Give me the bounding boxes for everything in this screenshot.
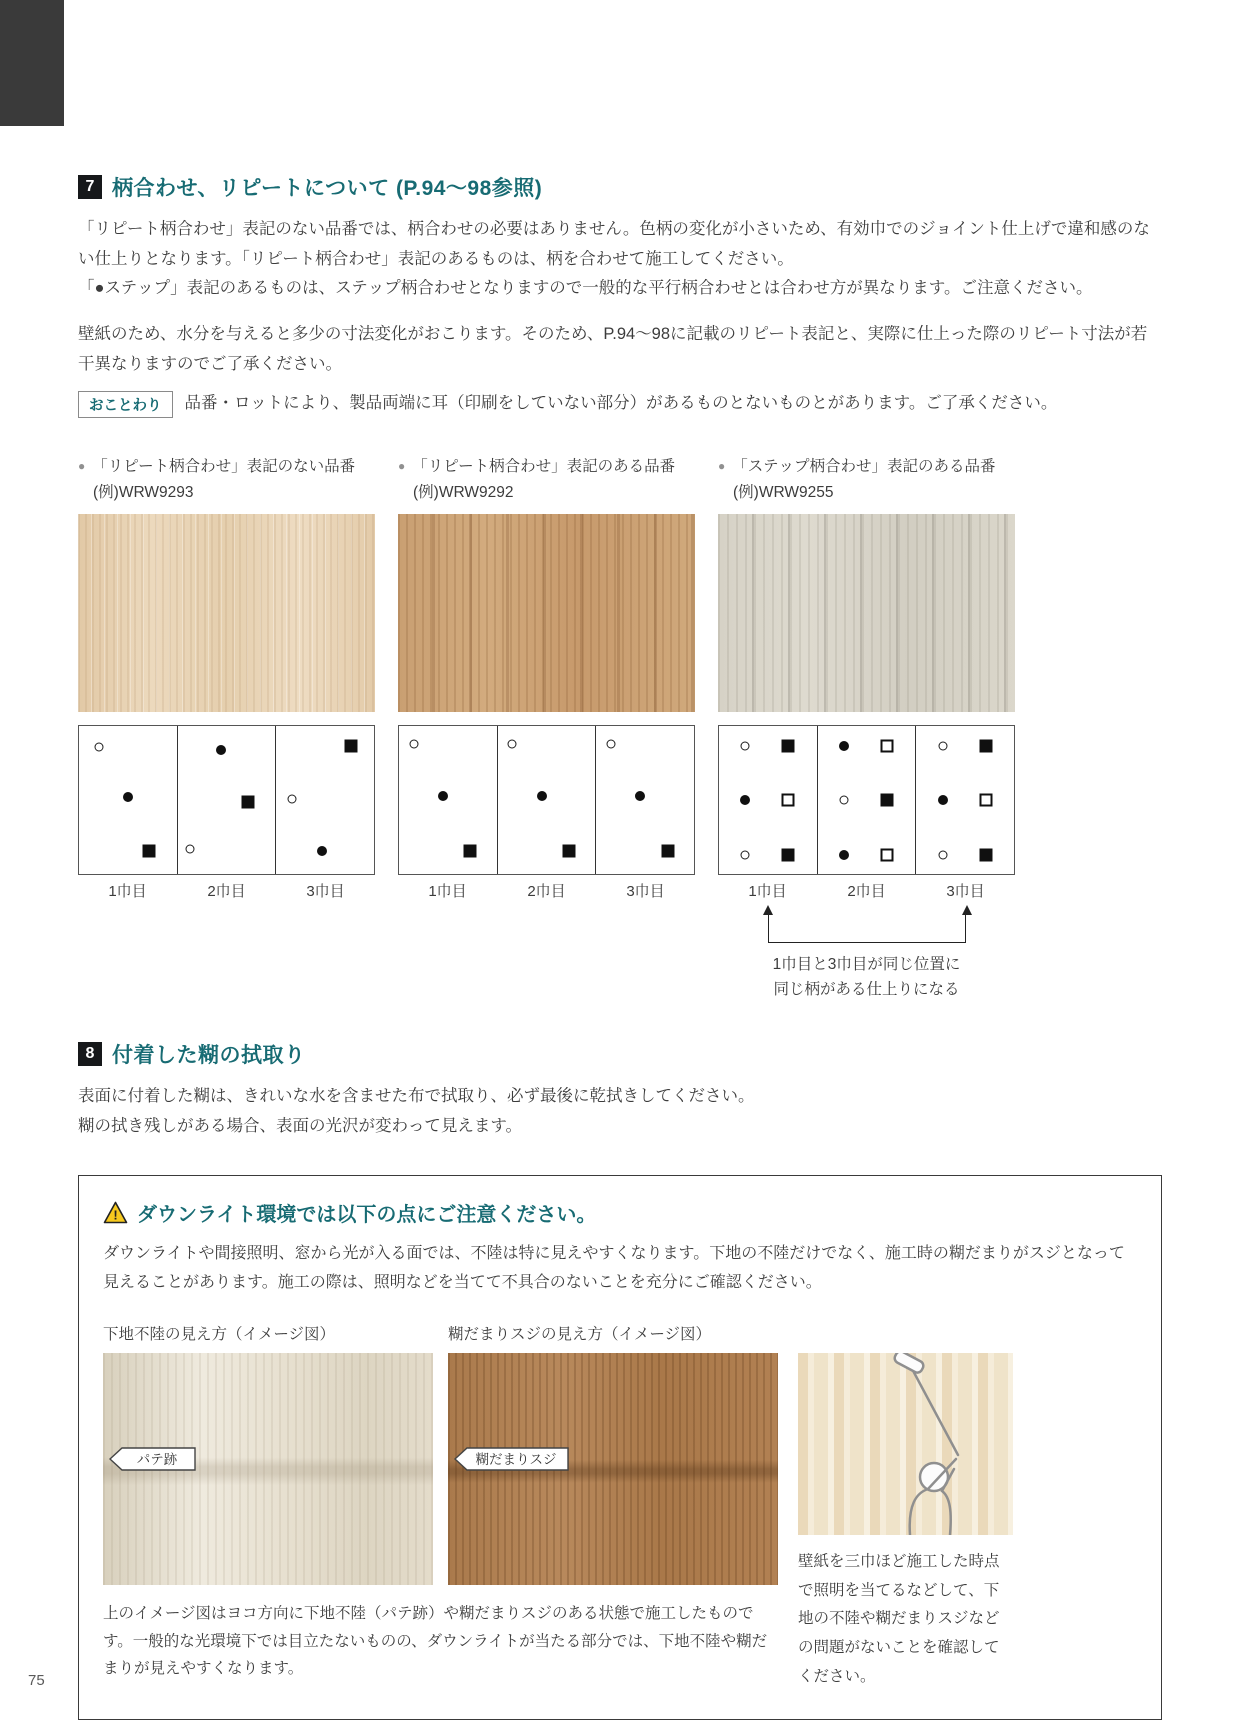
circle-filled-symbol [123, 792, 133, 802]
square-open-symbol [881, 849, 894, 862]
warning-right-column [798, 1322, 1013, 1691]
glue-streak-image [448, 1353, 778, 1585]
step-match-note-line: 1巾目と3巾目が同じ位置に [772, 956, 961, 974]
section8 [78, 1039, 1162, 1141]
width-label: 1巾目 [108, 883, 147, 901]
step-match-bracket [768, 915, 966, 943]
circle-filled-symbol [839, 741, 849, 751]
circle-open-symbol [938, 851, 947, 860]
column-example-code: (例)WRW9292 [413, 484, 514, 502]
section7-title: 柄合わせ、リピートについて (P.94～98参照) [112, 177, 543, 200]
wallpaper-sample-image [398, 514, 695, 712]
putty-mark-callout-label: パテ跡 [136, 1451, 178, 1467]
square-filled-symbol [562, 844, 575, 857]
circle-filled-symbol [635, 791, 645, 801]
warning-triangle-icon [103, 1201, 128, 1224]
column-label-row [718, 455, 1015, 478]
circle-open-symbol [508, 740, 517, 749]
circle-filled-symbol [740, 795, 750, 805]
section8-title: 付着した糊の拭取り [112, 1043, 306, 1067]
pattern-columns [78, 455, 1015, 1003]
svg-text:!: ! [113, 1207, 118, 1223]
square-filled-symbol [241, 795, 254, 808]
column-label-row [398, 455, 695, 478]
width-labels-row [398, 880, 695, 901]
bullet-icon: ● [78, 459, 86, 474]
square-filled-symbol [782, 849, 795, 862]
diagram-panel-2 [498, 726, 597, 874]
wallpaper-sample-image [78, 514, 375, 712]
square-open-symbol [979, 794, 992, 807]
width-label: 1巾目 [428, 883, 467, 901]
section8-line-2: 糊の拭き残しがある場合、表面の光沢が変わって見えます。 [78, 1116, 523, 1135]
bullet-icon: ● [398, 459, 406, 474]
glue-streak-callout-label: 糊だまりスジ [475, 1451, 557, 1467]
page-content [78, 172, 1162, 1720]
up-arrow-icon [962, 905, 972, 915]
width-label: 3巾目 [626, 883, 665, 901]
width-label: 2巾目 [527, 883, 566, 901]
square-open-symbol [782, 794, 795, 807]
circle-open-symbol [938, 741, 947, 750]
column-label: 「ステップ柄合わせ」表記のある品番 [732, 458, 996, 476]
page-corner-artifact [0, 0, 64, 126]
putty-mark-callout [109, 1446, 197, 1472]
section7-paragraph-2: 「●ステップ」表記のあるものは、ステップ柄合わせとなりますので一般的な平行柄合わせとは合わせ方が異なります。ご注意ください。 [78, 279, 1093, 298]
page-number: 75 [28, 1672, 45, 1689]
circle-open-symbol [287, 794, 296, 803]
circle-open-symbol [409, 740, 418, 749]
pattern-column-3 [718, 455, 1015, 1003]
section7-heading [78, 172, 1162, 202]
warning-title-row [103, 1198, 1137, 1227]
warning-images [103, 1353, 778, 1585]
width-label: 3巾目 [946, 883, 985, 901]
wallpaper-sample-image [718, 514, 1015, 712]
circle-open-symbol [186, 845, 195, 854]
square-filled-symbol [782, 739, 795, 752]
section8-number-badge: 8 [78, 1042, 102, 1066]
circle-filled-symbol [216, 745, 226, 755]
up-arrow-icon [763, 905, 773, 915]
pattern-column-1 [78, 455, 375, 901]
diagram-panel-2 [178, 726, 277, 874]
circle-filled-symbol [938, 795, 948, 805]
putty-image-caption: 下地不陸の見え方（イメージ図） [103, 1325, 336, 1343]
pattern-column-2 [398, 455, 695, 901]
width-label: 1巾目 [748, 883, 787, 901]
diagram-panel-1 [79, 726, 178, 874]
diagram-panel-1 [399, 726, 498, 874]
width-label: 2巾目 [847, 883, 886, 901]
warning-columns [103, 1322, 1137, 1691]
warning-bottom-text: 上のイメージ図はヨコ方向に下地不陸（パテ跡）や糊だまりスジのある状態で施工したものです。一般的な光環境下では目立たないものの、ダウンライトが当たる部分では、下地不陸や糊だまりが見えやすくなります。 [103, 1604, 768, 1678]
width-labels-row [78, 880, 375, 901]
warning-body: ダウンライトや間接照明、窓から光が入る面では、不陸は特に見えやすくなります。下地の不陸だけでなく、施工時の糊だまりがスジとなって見えることがあります。施工の際は、照明などを当てて不具合のないことを充分にご確認ください。 [103, 1245, 1125, 1292]
section8-heading [78, 1039, 1162, 1069]
diagram-panel-3 [596, 726, 694, 874]
glue-streak-callout [454, 1446, 570, 1472]
circle-open-symbol [741, 741, 750, 750]
putty-unevenness-image [103, 1353, 433, 1585]
square-filled-symbol [143, 844, 156, 857]
square-filled-symbol [979, 739, 992, 752]
diagram-panel-3 [916, 726, 1014, 874]
column-label: 「リピート柄合わせ」表記のある品番 [412, 458, 676, 476]
circle-open-symbol [94, 743, 103, 752]
column-example-code: (例)WRW9255 [733, 484, 834, 502]
width-pattern-diagram [398, 725, 695, 875]
section7-number-badge: 7 [78, 175, 102, 199]
square-filled-symbol [979, 849, 992, 862]
column-label-row [78, 455, 375, 478]
width-label: 2巾目 [207, 883, 246, 901]
width-pattern-diagram [78, 725, 375, 875]
bullet-icon: ● [718, 459, 726, 474]
square-filled-symbol [661, 844, 674, 857]
section7-paragraph-1: 「リピート柄合わせ」表記のない品番では、柄合わせの必要はありません。色柄の変化が小さいため、有効巾でのジョイント仕上げで違和感のない仕上りとなります。「リピート柄合わせ」表記のあるものは、柄を合わせて施工してください。 [78, 220, 1150, 268]
worker-roller-icon [798, 1353, 1013, 1535]
square-filled-symbol [881, 794, 894, 807]
circle-filled-symbol [317, 846, 327, 856]
glue-image-caption: 糊だまりスジの見え方（イメージ図） [448, 1325, 712, 1343]
circle-open-symbol [741, 851, 750, 860]
circle-filled-symbol [438, 791, 448, 801]
circle-open-symbol [840, 796, 849, 805]
okotowari-label: おことわり [78, 391, 173, 418]
diagram-panel-1 [719, 726, 818, 874]
width-pattern-diagram [718, 725, 1015, 875]
downlight-warning-box [78, 1175, 1162, 1720]
section8-line-1: 表面に付着した糊は、きれいな水を含ませた布で拭取り、必ず最後に乾拭きしてください。 [78, 1086, 755, 1105]
width-labels-row [718, 880, 1015, 901]
warning-left-column [103, 1322, 778, 1691]
circle-filled-symbol [839, 850, 849, 860]
width-label: 3巾目 [306, 883, 345, 901]
square-open-symbol [881, 739, 894, 752]
step-match-note-line: 同じ柄がある仕上りになる [773, 981, 960, 999]
circle-open-symbol [606, 740, 615, 749]
okotowari-note [78, 389, 1162, 419]
section7-paragraph-3: 壁紙のため、水分を与えると多少の寸法変化がおこります。そのため、P.94～98に記載のリピート表記と、実際に仕上った際のリピート寸法が若干異なりますのでご了承ください。 [78, 325, 1148, 373]
square-filled-symbol [464, 844, 477, 857]
okotowari-text: 品番・ロットにより、製品両端に耳（印刷をしていない部分）があるものとないものとがあります。ご了承ください。 [184, 394, 1058, 413]
warning-title: ダウンライト環境では以下の点にご注意ください。 [137, 1204, 597, 1227]
circle-filled-symbol [537, 791, 547, 801]
warning-captions [103, 1322, 778, 1344]
diagram-panel-3 [276, 726, 374, 874]
worker-check-illustration [798, 1353, 1013, 1535]
square-filled-symbol [344, 739, 357, 752]
step-match-note [718, 953, 1015, 1003]
diagram-panel-2 [818, 726, 917, 874]
column-example-code: (例)WRW9293 [93, 484, 194, 502]
warning-right-text: 壁紙を三巾ほど施工した時点で照明を当てるなどして、下地の不陸や糊だまりスジなどの問題がないことを確認してください。 [798, 1552, 1000, 1685]
column-label: 「リピート柄合わせ」表記のない品番 [92, 458, 356, 476]
